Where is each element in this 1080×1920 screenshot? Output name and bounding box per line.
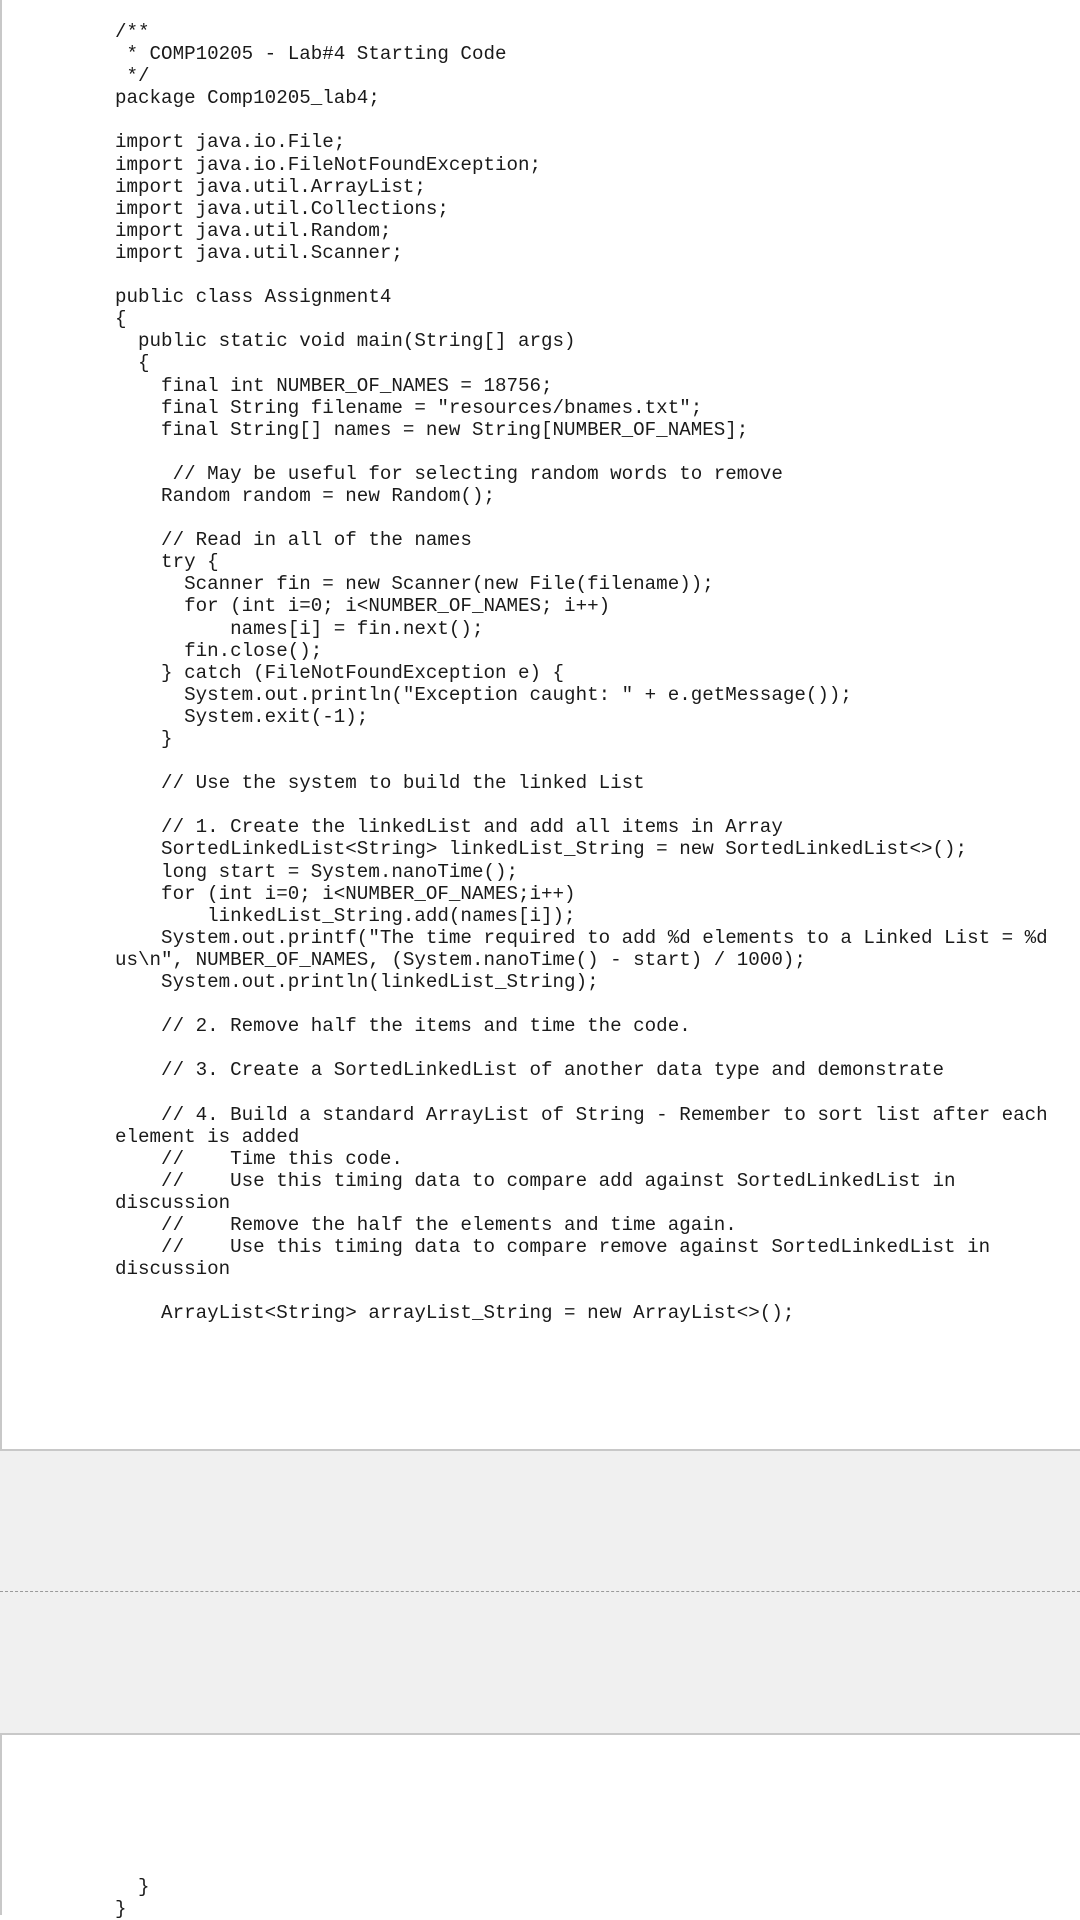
page-gap	[0, 1451, 1080, 1733]
page-break-divider	[0, 1591, 1080, 1592]
code-block-top: /** * COMP10205 - Lab#4 Starting Code */ package Comp10205_lab4; import java.io.File; import java.io.FileNotFoundException; import java.util.ArrayList; import java.util.Collections; import java.util.Random; import java.util.Scanner; public class Assignment4 { public static void main(String[] args) { final int NUMBER_OF_NAMES = 18756; final String filename = "resources/bnames.txt"; final String[] names = new String[NUMBER_OF_NAMES]; // May be useful for selecting random words to remove Random random = new Random(); // Read in all of the names try { Scanner fin = new Scanner(new File(filename)); for (int i=0; i<NUMBER_OF_NAMES; i++) names[i] = fin.next(); fin.close(); } catch (FileNotFoundException e) { System.out.println("Exception caught: " + e.getMessage()); System.exit(-1); } // Use the system to build the linked List // 1. Create the linkedList and add all items in Array SortedLinkedList<String> linkedList_String = new SortedLinkedList<>(); long start = System.nanoTime(); for (int i=0; i<NUMBER_OF_NAMES;i++) linkedList_String.add(names[i]); System.out.printf("The time required to add %d elements to a Linked List = %d us\n", NUMBER_OF_NAMES, (System.nanoTime() - start) / 1000); System.out.println(linkedList_String); // 2. Remove half the items and time the code. // 3. Create a SortedLinkedList of another data type and demonstrate // 4. Build a standard ArrayList of String - Remember to sort list after each element is added // Time this code. // Use this timing data to compare add against SortedLinkedList in discussion // Remove the half the elements and time again. // Use this timing data to compare remove against SortedLinkedList in discussion ArrayList<String> arrayList_String = new ArrayList<>();	[115, 21, 1048, 1325]
code-block-bottom: } }	[115, 1876, 150, 1920]
document-page-2	[0, 1733, 1080, 1920]
